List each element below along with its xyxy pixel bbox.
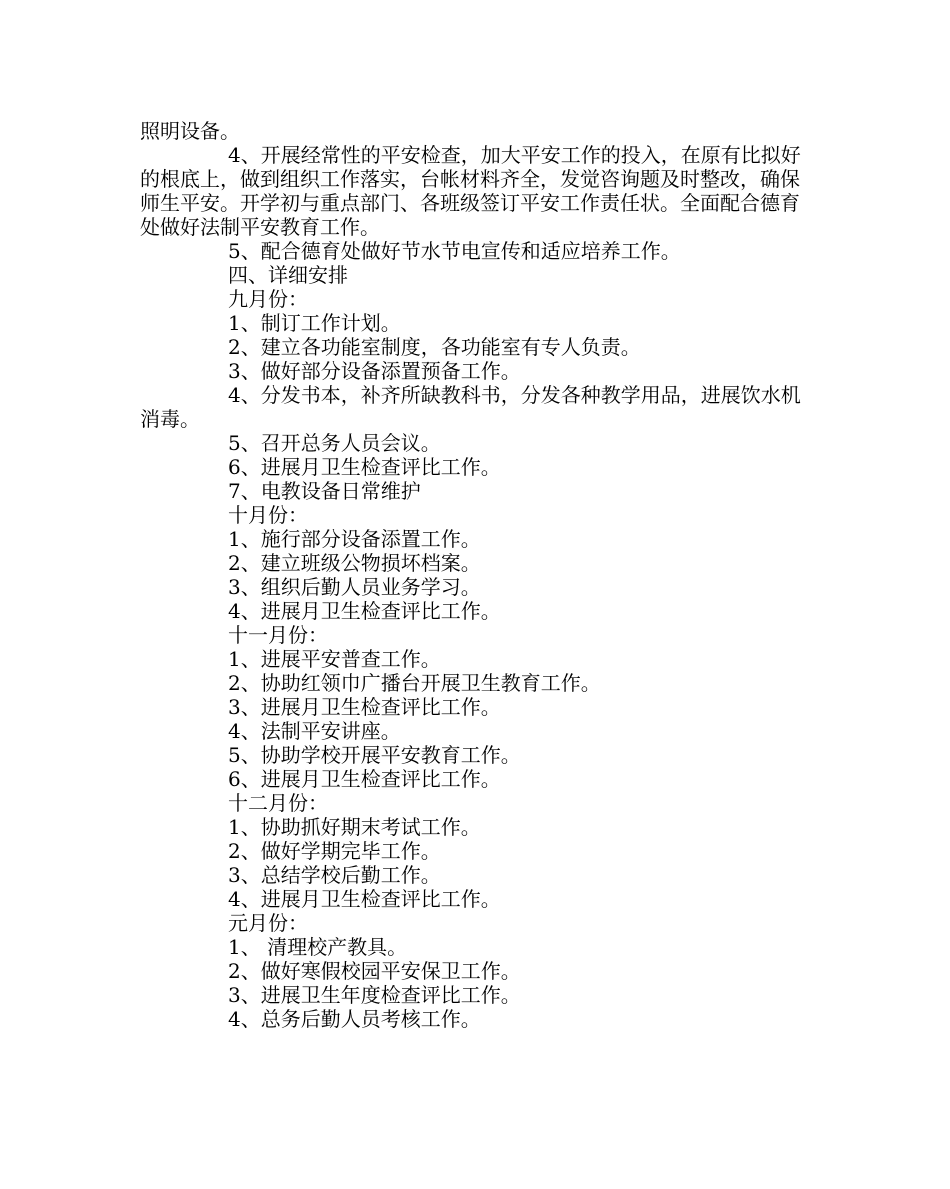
list-item: 2、建立各功能室制度，各功能室有专人负责。 bbox=[228, 335, 641, 359]
list-item: 7、电教设备日常维护 bbox=[228, 479, 421, 503]
document-body bbox=[140, 119, 810, 1031]
list-item: 4、进展月卫生检查评比工作。 bbox=[228, 599, 501, 623]
list-item: 4、总务后勤人员考核工作。 bbox=[228, 1007, 481, 1031]
section-heading: 四、详细安排 bbox=[228, 263, 348, 287]
list-item: 1、制订工作计划。 bbox=[228, 311, 401, 335]
list-item: 2、做好学期完毕工作。 bbox=[228, 839, 441, 863]
list-item: 6、进展月卫生检查评比工作。 bbox=[228, 767, 501, 791]
list-item: 3、总结学校后勤工作。 bbox=[228, 863, 441, 887]
list-item: 3、进展卫生年度检查评比工作。 bbox=[228, 983, 521, 1007]
list-item: 1、进展平安普查工作。 bbox=[228, 647, 441, 671]
list-item: 3、做好部分设备添置预备工作。 bbox=[228, 359, 521, 383]
list-item: 2、协助红领巾广播台开展卫生教育工作。 bbox=[228, 671, 601, 695]
paragraph-safety-inspection: 4、开展经常性的平安检查，加大平安工作的投入，在原有比拟好的根底上，做到组织工作落实，台帐材料齐全，发觉咨询题及时整改，确保师生平安。开学初与重点部门、各班级签订平安工作责任状。全面配合德育处做好法制平安教育工作。 bbox=[140, 143, 801, 239]
list-item: 2、做好寒假校园平安保卫工作。 bbox=[228, 959, 521, 983]
month-heading-september: 九月份： bbox=[228, 287, 308, 311]
list-item: 1、施行部分设备添置工作。 bbox=[228, 527, 481, 551]
month-heading-november: 十一月份： bbox=[228, 623, 328, 647]
list-item: 4、进展月卫生检查评比工作。 bbox=[228, 887, 501, 911]
list-item: 2、建立班级公物损坏档案。 bbox=[228, 551, 481, 575]
list-item: 5、协助学校开展平安教育工作。 bbox=[228, 743, 521, 767]
paragraph-continuation: 照明设备。 bbox=[140, 119, 240, 143]
list-item: 1、协助抓好期末考试工作。 bbox=[228, 815, 481, 839]
list-item: 6、进展月卫生检查评比工作。 bbox=[228, 455, 501, 479]
month-heading-october: 十月份： bbox=[228, 503, 308, 527]
list-item: 1、 清理校产教具。 bbox=[228, 935, 408, 959]
list-item: 5、配合德育处做好节水节电宣传和适应培养工作。 bbox=[228, 239, 681, 263]
list-item: 4、法制平安讲座。 bbox=[228, 719, 401, 743]
list-item: 5、召开总务人员会议。 bbox=[228, 431, 441, 455]
paragraph-books-distribution: 4、分发书本，补齐所缺教科书，分发各种教学用品，进展饮水机消毒。 bbox=[140, 383, 801, 431]
month-heading-december: 十二月份： bbox=[228, 791, 328, 815]
list-item: 3、组织后勤人员业务学习。 bbox=[228, 575, 481, 599]
month-heading-january: 元月份： bbox=[228, 911, 308, 935]
list-item: 3、进展月卫生检查评比工作。 bbox=[228, 695, 501, 719]
